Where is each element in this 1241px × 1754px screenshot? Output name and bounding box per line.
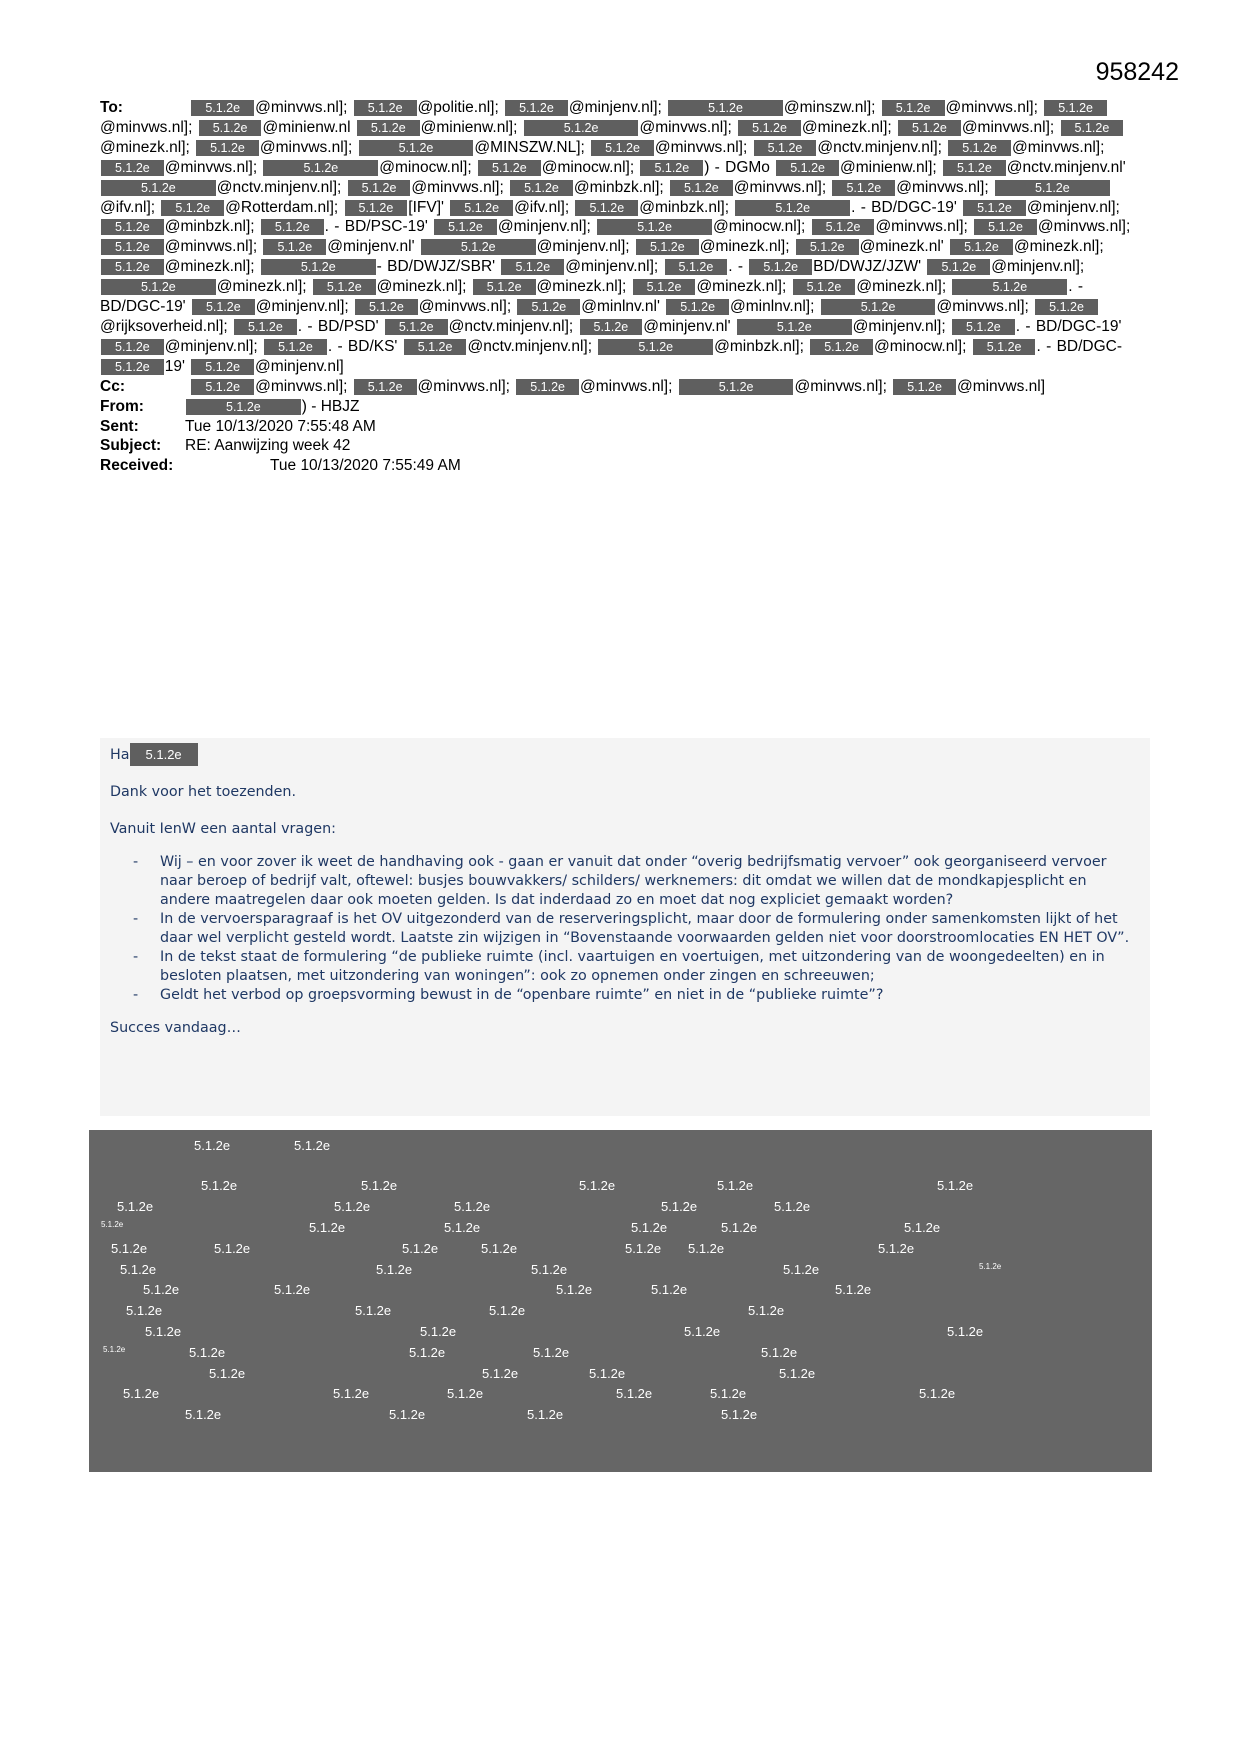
sent-value: Tue 10/13/2020 7:55:48 AM — [185, 417, 376, 435]
question-item: - In de tekst staat de formulering “de publieke ruimte (incl. vaartuigen en voertuigen, met uitzondering van de woongedeelten) en in besloten plaatsen, met uitzondering van woningen”: ook zo opnemen onder zingen en schreeuwen; — [160, 948, 1140, 986]
redaction-code: 5.1.2e — [937, 1178, 974, 1193]
redaction: 5.1.2e — [130, 743, 198, 766]
redaction-code: 5.1.2e — [710, 1386, 747, 1401]
recipient-fragment: @minocw.nl]; — [712, 218, 811, 236]
redaction-code: 5.1.2e — [779, 1366, 816, 1381]
recipient-fragment: @minvws.nl]; — [961, 118, 1060, 136]
recipient-fragment: @minvws.nl]; — [255, 377, 353, 395]
recipient-fragment: @minjenv.nl] — [255, 357, 344, 375]
redaction-code: 5.1.2e — [878, 1241, 915, 1256]
recipient-fragment: @minszw.nl]; — [783, 99, 881, 116]
recipient-fragment: @minvws.nl]; — [794, 377, 893, 395]
redaction: 5.1.2e — [796, 239, 859, 255]
recipient-fragment: @minvws.nl]; — [875, 218, 974, 236]
redaction: 5.1.2e — [234, 319, 297, 335]
recipient-fragment: @nctv.minjenv.nl]; — [817, 138, 948, 156]
recipient-fragment: @minezk.nl' — [859, 238, 950, 256]
recipient-fragment: @minbzk.nl]; — [164, 218, 260, 236]
redaction-code: 5.1.2e — [194, 1138, 231, 1153]
from-value: ) - HBJZ — [301, 397, 360, 415]
sent-label: Sent: — [100, 417, 139, 435]
recipient-fragment: @minezk.nl]; — [536, 278, 632, 296]
redaction: 5.1.2e — [1044, 100, 1107, 116]
redaction-code: 5.1.2e — [688, 1241, 725, 1256]
redaction: 5.1.2e — [261, 259, 376, 275]
redaction: 5.1.2e — [473, 279, 536, 295]
recipient-fragment: @minezk.nl]; — [801, 118, 898, 136]
recipient-fragment: BD/DWJZ/JZW' — [813, 258, 927, 276]
redaction-code: 5.1.2e — [189, 1345, 226, 1360]
recipient-fragment: @minezk.nl]; — [1013, 238, 1104, 256]
redaction: 5.1.2e — [735, 200, 850, 216]
recipient-fragment: @minvws.nl]; — [417, 377, 516, 395]
question-item: - In de vervoersparagraaf is het OV uitgezonderd van de reserveringsplicht, maar door de formulering onder samenkomsten lijkt of het daar wel verplicht gesteld wordt. Laatste zin wijzigen in “Bovenstaande voorwaarden gelden niet voor doorstroomlocaties EN HET OV”. — [160, 910, 1140, 948]
redaction-code: 5.1.2e — [355, 1303, 392, 1318]
redaction: 5.1.2e — [893, 379, 956, 395]
redaction-code: 5.1.2e — [527, 1407, 564, 1422]
redaction: 5.1.2e — [450, 200, 513, 216]
recipient-fragment: @rijksoverheid.nl]; — [100, 317, 234, 335]
redaction: 5.1.2e — [434, 219, 497, 235]
redaction-code: 5.1.2e — [214, 1241, 251, 1256]
redaction: 5.1.2e — [670, 180, 733, 196]
to-recipients — [100, 98, 1140, 377]
redaction-code: 5.1.2e — [444, 1220, 481, 1235]
redaction: 5.1.2e — [191, 100, 254, 116]
redaction: 5.1.2e — [510, 180, 573, 196]
redaction: 5.1.2e — [421, 239, 536, 255]
recipient-fragment: . - BD/KS' — [327, 337, 403, 355]
redaction: 5.1.2e — [313, 279, 376, 295]
redaction: 5.1.2e — [345, 200, 408, 216]
recipient-fragment: @nctv.minjenv.nl' — [1006, 158, 1126, 176]
recipient-fragment: . - BD/DGC-19' — [100, 278, 1083, 316]
redaction-code: 5.1.2e — [531, 1262, 568, 1277]
redaction-code: 5.1.2e — [579, 1178, 616, 1193]
redaction: 5.1.2e — [357, 120, 420, 136]
redaction: 5.1.2e — [821, 299, 936, 315]
redaction-code: 5.1.2e — [947, 1324, 984, 1339]
redaction: 5.1.2e — [668, 100, 783, 116]
recipient-fragment: @minlnv.nl]; — [730, 298, 820, 316]
recipient-fragment: @minezk.nl]; — [699, 238, 795, 256]
recipient-fragment: @minjenv.nl]; — [536, 238, 635, 256]
redaction-code: 5.1.2e — [717, 1178, 754, 1193]
redaction-code: 5.1.2e — [409, 1345, 446, 1360]
recipient-fragment: [IFV]' — [408, 198, 450, 216]
redaction: 5.1.2e — [1035, 299, 1098, 315]
recipient-fragment: @minbzk.nl]; — [714, 337, 810, 355]
recipient-fragment: @minvws.nl]; — [639, 118, 738, 136]
redaction: 5.1.2e — [950, 239, 1013, 255]
redaction: 5.1.2e — [575, 200, 638, 216]
cc-recipient-list — [190, 378, 1045, 395]
subject-row — [100, 436, 1140, 456]
redaction-code: 5.1.2e — [126, 1303, 163, 1318]
recipient-fragment: @minjenv.nl]; — [497, 218, 597, 236]
received-label: Received: — [100, 457, 174, 475]
redaction-code: 5.1.2e — [625, 1241, 662, 1256]
recipient-fragment: @minvws.nl]; — [733, 178, 832, 196]
redaction: 5.1.2e — [665, 259, 728, 275]
closing: Succes vandaag… — [110, 1020, 241, 1036]
subject-value: RE: Aanwijzing week 42 — [185, 437, 351, 455]
redaction: 5.1.2e — [810, 339, 873, 355]
redaction-code: 5.1.2e — [145, 1324, 182, 1339]
recipient-fragment: @minjenv.nl' — [643, 317, 736, 335]
redaction: 5.1.2e — [192, 299, 255, 315]
redaction: 5.1.2e — [598, 339, 713, 355]
recipient-fragment: @minienw.nl]; — [840, 158, 943, 176]
recipient-fragment: @politie.nl]; — [417, 99, 505, 116]
recipient-fragment: @Rotterdam.nl]; — [225, 198, 344, 216]
question-item: - Wij – en voor zover ik weet de handhaving ook - gaan er vanuit dat onder “overig bedrijfsmatig vervoer” ook georganiseerd vervoer naar beroep of bedrijf valt, oftewel: busjes bouwvakkers/ schilders/ werknemers: dit omdat we willen dat de mondkapjesplicht en andere maatregelen daar ook moeten gelden. Is dat inderdaad zo en moet dat nog expliciet gemaakt worden? — [160, 853, 1140, 910]
redaction-code: 5.1.2e — [774, 1199, 811, 1214]
redaction: 5.1.2e — [101, 279, 216, 295]
recipient-fragment: @nctv.minjenv.nl]; — [467, 337, 598, 355]
recipient-fragment: @minbzk.nl]; — [639, 198, 735, 216]
recipient-fragment: @minvws.nl]; — [411, 178, 510, 196]
to-label: To: — [100, 99, 123, 116]
redaction: 5.1.2e — [385, 319, 448, 335]
recipient-fragment: @minvws.nl] — [956, 377, 1046, 395]
redaction: 5.1.2e — [737, 319, 852, 335]
redaction: 5.1.2e — [199, 120, 262, 136]
redaction: 5.1.2e — [832, 180, 895, 196]
redaction-code: 5.1.2e — [120, 1262, 157, 1277]
redaction: 5.1.2e — [101, 239, 164, 255]
recipient-fragment: @minezk.nl]; — [696, 278, 792, 296]
redaction: 5.1.2e — [974, 219, 1037, 235]
redaction-code: 5.1.2e — [748, 1303, 785, 1318]
redaction: 5.1.2e — [501, 259, 564, 275]
redaction-code: 5.1.2e — [835, 1282, 872, 1297]
redaction-code: 5.1.2e — [294, 1138, 331, 1153]
recipient-fragment: @minezk.nl]; — [216, 278, 312, 296]
redaction-code: 5.1.2e — [651, 1282, 688, 1297]
redaction: 5.1.2e — [882, 100, 945, 116]
recipient-fragment: @minjenv.nl]; — [164, 337, 264, 355]
cc-label: Cc: — [100, 377, 125, 395]
recipient-fragment: @minvws.nl]; — [945, 99, 1044, 116]
body-line: Dank voor het toezenden. — [110, 784, 297, 800]
redaction: 5.1.2e — [754, 140, 817, 156]
redaction: 5.1.2e — [354, 100, 417, 116]
redaction-code: 5.1.2e — [661, 1199, 698, 1214]
redaction: 5.1.2e — [973, 339, 1036, 355]
redaction: 5.1.2e — [191, 359, 254, 375]
recipient-fragment: @minienw.nl — [262, 118, 356, 136]
redaction: 5.1.2e — [263, 160, 378, 176]
redaction: 5.1.2e — [995, 180, 1110, 196]
recipient-fragment: @minlnv.nl' — [581, 298, 666, 316]
redaction: 5.1.2e — [355, 299, 418, 315]
redaction-code: 5.1.2e — [101, 1220, 124, 1229]
recipient-fragment: @minvws.nl]; — [1037, 218, 1131, 236]
redaction-code: 5.1.2e — [117, 1199, 154, 1214]
redaction: 5.1.2e — [812, 219, 875, 235]
redaction-code: 5.1.2e — [454, 1199, 491, 1214]
redaction: 5.1.2e — [186, 399, 301, 415]
recipient-fragment: . - BD/PSD' — [297, 317, 384, 335]
recipient-fragment: @minienw.nl]; — [420, 118, 523, 136]
redaction: 5.1.2e — [1061, 120, 1124, 136]
cc-recipients — [100, 377, 1140, 397]
recipient-fragment: @minvws.nl]; — [255, 99, 353, 116]
redaction: 5.1.2e — [101, 219, 164, 235]
redaction: 5.1.2e — [640, 160, 703, 176]
recipient-fragment: - BD/DWJZ/SBR' — [376, 258, 501, 276]
redaction-code: 5.1.2e — [402, 1241, 439, 1256]
recipient-fragment: @nctv.minjenv.nl]; — [448, 317, 579, 335]
redaction: 5.1.2e — [943, 160, 1006, 176]
redaction: 5.1.2e — [359, 140, 474, 156]
recipient-fragment: @minvws.nl]; — [418, 298, 517, 316]
redaction-code: 5.1.2e — [533, 1345, 570, 1360]
recipient-fragment: @minezk.nl]; — [164, 258, 260, 276]
redaction-code: 5.1.2e — [481, 1241, 518, 1256]
redaction: 5.1.2e — [952, 319, 1015, 335]
redaction-code: 5.1.2e — [420, 1324, 457, 1339]
recipient-fragment: @minvws.nl]; — [1012, 138, 1105, 156]
redaction-code: 5.1.2e — [143, 1282, 180, 1297]
to-recipient-list — [100, 99, 1130, 375]
recipient-fragment: @minvws.nl]; — [936, 298, 1035, 316]
redaction-code: 5.1.2e — [616, 1386, 653, 1401]
redaction-code: 5.1.2e — [904, 1220, 941, 1235]
redaction: 5.1.2e — [404, 339, 467, 355]
redaction-code: 5.1.2e — [482, 1366, 519, 1381]
recipient-fragment: @minjenv.nl' — [327, 238, 420, 256]
redaction: 5.1.2e — [263, 239, 326, 255]
redaction: 5.1.2e — [261, 219, 324, 235]
recipient-fragment: @minjenv.nl]; — [991, 258, 1085, 276]
recipient-fragment: @minezk.nl]; — [856, 278, 952, 296]
redaction: 5.1.2e — [505, 100, 568, 116]
redaction: 5.1.2e — [101, 359, 164, 375]
redaction-code: 5.1.2e — [631, 1220, 668, 1235]
email-header — [100, 98, 1140, 476]
recipient-fragment: ) - DGMo — [704, 158, 776, 176]
redaction-code: 5.1.2e — [334, 1199, 371, 1214]
redaction: 5.1.2e — [898, 120, 961, 136]
redaction: 5.1.2e — [580, 319, 643, 335]
document-id: 958242 — [1095, 58, 1179, 86]
from-row — [100, 397, 1140, 417]
recipient-fragment: . - BD/DGC-19' — [1015, 317, 1122, 335]
redaction-code: 5.1.2e — [979, 1262, 1002, 1271]
redaction: 5.1.2e — [478, 160, 541, 176]
redaction-code: 5.1.2e — [376, 1262, 413, 1277]
recipient-fragment: @minvws.nl]; — [896, 178, 994, 196]
recipient-fragment: @minvws.nl]; — [580, 377, 678, 395]
redaction: 5.1.2e — [636, 239, 699, 255]
redaction-code: 5.1.2e — [684, 1324, 721, 1339]
recipient-fragment: @minvws.nl]; — [100, 118, 198, 136]
redaction-code: 5.1.2e — [209, 1366, 246, 1381]
redaction-code: 5.1.2e — [361, 1178, 398, 1193]
redaction: 5.1.2e — [101, 339, 164, 355]
redaction: 5.1.2e — [633, 279, 696, 295]
received-value: Tue 10/13/2020 7:55:49 AM — [270, 457, 461, 475]
redaction-code: 5.1.2e — [274, 1282, 311, 1297]
question-item: - Geldt het verbod op groepsvorming bewust in de “openbare ruimte” en niet in de “publieke ruimte”? — [160, 986, 1140, 1005]
recipient-fragment: @ifv.nl]; — [100, 198, 161, 216]
recipient-fragment: @minezk.nl]; — [100, 138, 196, 156]
redaction-code: 5.1.2e — [447, 1386, 484, 1401]
recipient-fragment: @minezk.nl]; — [376, 278, 472, 296]
recipient-fragment: @minjenv.nl]; — [255, 298, 355, 316]
redaction-code: 5.1.2e — [309, 1220, 346, 1235]
recipient-fragment: @minbzk.nl]; — [573, 178, 669, 196]
recipient-fragment: @minocw.nl]; — [874, 337, 972, 355]
redaction-code: 5.1.2e — [589, 1366, 626, 1381]
recipient-fragment: @minjenv.nl]; — [852, 317, 951, 335]
redaction: 5.1.2e — [524, 120, 639, 136]
recipient-fragment: . - BD/DGC- — [1036, 337, 1123, 355]
recipient-fragment: @MINSZW.NL]; — [474, 138, 591, 156]
recipient-fragment: @minocw.nl]; — [541, 158, 640, 176]
redaction: 5.1.2e — [927, 259, 990, 275]
message-body — [110, 738, 1140, 1056]
redaction: 5.1.2e — [264, 339, 327, 355]
redaction: 5.1.2e — [952, 279, 1067, 295]
recipient-fragment: . - BD/DGC-19' — [851, 198, 963, 216]
redaction-code: 5.1.2e — [103, 1345, 126, 1354]
subject-label: Subject: — [100, 437, 162, 455]
redaction: 5.1.2e — [776, 160, 839, 176]
redaction-code: 5.1.2e — [185, 1407, 222, 1422]
redaction: 5.1.2e — [516, 379, 579, 395]
redaction-code: 5.1.2e — [721, 1220, 758, 1235]
redaction-code: 5.1.2e — [783, 1262, 820, 1277]
redaction: 5.1.2e — [191, 379, 254, 395]
redaction: 5.1.2e — [517, 299, 580, 315]
greeting: Ha 5.1.2e — [110, 745, 1140, 765]
redaction: 5.1.2e — [101, 180, 216, 196]
redaction: 5.1.2e — [793, 279, 856, 295]
recipient-fragment: @minjenv.nl]; — [565, 258, 664, 276]
recipient-fragment: 19' — [164, 357, 191, 375]
received-row — [100, 456, 1140, 476]
recipient-fragment: . - — [728, 258, 749, 276]
recipient-fragment: @minvws.nl]; — [259, 138, 358, 156]
redaction: 5.1.2e — [948, 140, 1011, 156]
redaction-code: 5.1.2e — [761, 1345, 798, 1360]
recipient-fragment: @nctv.minjenv.nl]; — [216, 178, 347, 196]
redaction: 5.1.2e — [597, 219, 712, 235]
redaction: 5.1.2e — [348, 180, 411, 196]
redaction: 5.1.2e — [196, 140, 259, 156]
redaction: 5.1.2e — [679, 379, 794, 395]
redaction: 5.1.2e — [963, 200, 1026, 216]
from-label: From: — [100, 397, 144, 415]
redaction: 5.1.2e — [161, 200, 224, 216]
redaction-code: 5.1.2e — [489, 1303, 526, 1318]
redaction-code: 5.1.2e — [123, 1386, 160, 1401]
redaction-code: 5.1.2e — [721, 1407, 758, 1422]
body-line: Vanuit IenW een aantal vragen: — [110, 821, 336, 837]
redaction: 5.1.2e — [354, 379, 417, 395]
sent-row — [100, 417, 1140, 437]
redacted-signature-block — [89, 1130, 1152, 1472]
recipient-fragment: @minvws.nl]; — [164, 158, 263, 176]
question-list — [110, 853, 1140, 1005]
redaction-code: 5.1.2e — [556, 1282, 593, 1297]
redaction: 5.1.2e — [101, 160, 164, 176]
recipient-fragment: @minjenv.nl]; — [1026, 198, 1120, 216]
redaction-code: 5.1.2e — [389, 1407, 426, 1422]
recipient-fragment: @minvws.nl]; — [164, 238, 263, 256]
recipient-fragment: @ifv.nl]; — [514, 198, 575, 216]
redaction: 5.1.2e — [749, 259, 812, 275]
redaction: 5.1.2e — [666, 299, 729, 315]
redaction: 5.1.2e — [591, 140, 654, 156]
redaction-code: 5.1.2e — [111, 1241, 148, 1256]
recipient-fragment: @minocw.nl]; — [379, 158, 477, 176]
redaction-code: 5.1.2e — [333, 1386, 370, 1401]
redaction: 5.1.2e — [101, 259, 164, 275]
recipient-fragment: @minvws.nl]; — [654, 138, 753, 156]
redaction-code: 5.1.2e — [919, 1386, 956, 1401]
redaction-code: 5.1.2e — [201, 1178, 238, 1193]
recipient-fragment: @minjenv.nl]; — [568, 99, 668, 116]
redaction: 5.1.2e — [738, 120, 801, 136]
recipient-fragment: . - BD/PSC-19' — [324, 218, 434, 236]
